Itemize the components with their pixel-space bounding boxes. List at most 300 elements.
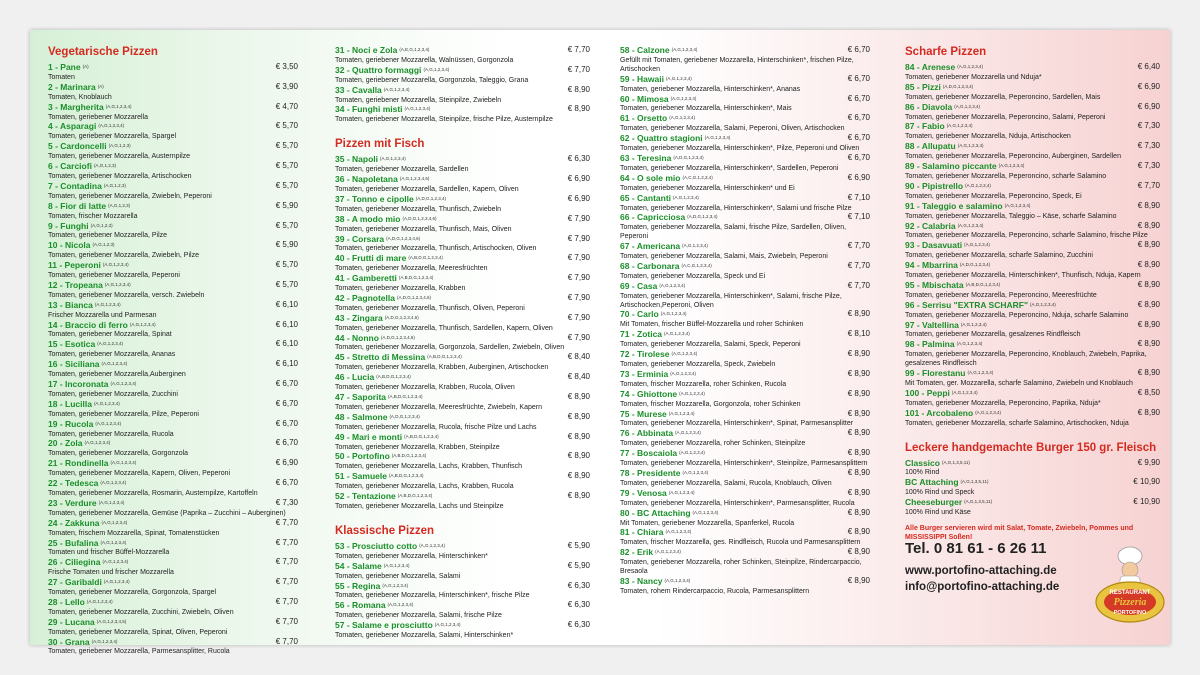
menu-item [335,601,590,621]
section-title: Klassische Pizzen [335,524,435,537]
item-name: 78 - Presidente [620,467,681,478]
item-description: Tomaten, geriebener Mozzarella, Lachs, Krabben, Rucola [335,483,514,491]
item-name: 32 - Quattro formaggi [335,64,422,75]
menu-item [620,310,870,330]
menu-item [48,162,298,182]
item-description: Tomaten, geriebener Mozzarella und Nduja* [905,73,1042,81]
item-price: € 8,90 [567,392,590,401]
item-description: Tomaten, geriebener Mozzarella, Thunfisch, Sardellen, Kapern, Oliven [335,324,553,332]
item-price: € 6,30 [567,620,590,630]
item-name: 9 - Funghi [48,220,89,231]
item-description: Tomaten, geriebener Mozzarella, Spargel [48,133,177,141]
item-price: € 7,70 [275,537,298,547]
allergen-codes: (A,G,1,2,3,4) [964,242,990,248]
item-name: 83 - Nancy [620,575,663,586]
item-name: 44 - Nonno [335,332,379,343]
item-name: 30 - Grana [48,636,90,647]
item-price: € 5,70 [275,141,298,151]
item-price: € 6,70 [847,73,870,83]
item-price: € 6,10 [275,299,298,309]
item-price: € 8,90 [1137,299,1160,309]
allergen-codes: (A,G,1,2,3) [108,143,131,149]
item-price: € 7,70 [275,577,298,587]
item-price: € 8,90 [847,527,870,537]
item-price: € 6,70 [847,133,870,143]
item-description: Tomaten, geriebener Mozzarella, Walnüssen, Gorgonzola [335,56,514,64]
menu-item [48,618,298,638]
menu-item [48,578,298,598]
allergen-codes: (A,B,D,G,1,2,3,4) [388,473,424,479]
menu-item [620,548,870,577]
item-name: 18 - Lucilla [48,398,92,409]
item-name: 57 - Salame e prosciutto [335,620,433,631]
menu-item [48,598,298,618]
item-price: € 5,70 [275,220,298,230]
item-name: 81 - Chiara [620,527,664,538]
item-price: € 3,90 [275,81,298,91]
item-description: Tomaten, geriebener Mozzarella, Steinpilze, Zwiebeln [335,96,502,104]
allergen-codes: (A,G,1,2,3,4) [1030,301,1056,307]
item-name: 1 - Pane [48,62,81,72]
email-link[interactable]: info@portofino-attaching.de [905,581,1060,593]
item-name: 77 - Boscaiola [620,448,678,459]
menu-item [48,420,298,440]
allergen-codes: (A,D,G,1,2,3,4) [415,195,446,201]
menu-item [905,321,1160,341]
allergen-codes: (A,G,1,2,3,4) [682,243,708,249]
item-description: Tomaten, geriebener Mozzarella, Gemüse (Paprika – Zucchini – Auberginen) [48,509,286,517]
item-price: € 7,70 [275,636,298,646]
allergen-codes: (A,G,1,2,3,4) [404,106,431,112]
item-name: Cheeseburger [905,497,963,508]
item-description: Tomaten, geriebener Mozzarella, Rosmarin, Austernpilze, Kartoffeln [48,489,258,497]
item-price: € 8,90 [567,471,590,481]
item-price: € 7,90 [567,332,590,342]
item-name: 31 - Noci e Zola [335,45,398,55]
item-name: 66 - Capricciosa [620,212,686,223]
menu-item [335,86,590,106]
item-description: Tomaten, geriebener Mozzarella, Hinterschinken*, Parmesansplitter, Rucola [620,499,855,507]
item-description: Tomaten, geriebener Mozzarella, Peperoncino, Salami, Peperoni [905,113,1106,121]
menu-item [48,261,298,281]
section-title: Leckere handgemachte Burger 150 gr. Fleisch [905,441,1157,454]
item-price: € 6,70 [275,379,298,388]
item-description: Tomaten, geriebener Mozzarella, Rucola, frische Pilze und Lachs [335,423,537,431]
item-description: Tomaten, geriebener Mozzarella, Peperoncino, scharfe Salamino [905,172,1107,180]
allergen-codes: (A,G,1,2,3) [108,202,131,208]
item-name: 96 - Serrisu "EXTRA SCHARF" [905,299,1028,310]
section-title: Scharfe Pizzen [905,46,987,58]
item-name: 54 - Salame [335,560,382,571]
allergen-codes: (A,G,1,2,3,4) [669,115,696,121]
item-price: € 4,70 [275,101,298,111]
item-name: 6 - Carciofi [48,161,92,172]
item-name: 46 - Lucia [335,372,375,383]
item-name: 47 - Saporita [335,392,387,402]
item-price: € 8,90 [847,349,870,359]
item-price: € 6,70 [275,418,298,428]
item-price: € 8,90 [1137,319,1160,329]
item-name: 73 - Erminia [620,368,669,379]
logo-mid-text: Pizzeria [1113,597,1147,608]
item-description: Tomaten, geriebener Mozzarella, scharfe Salamino, Artischocken, Nduja [905,419,1129,427]
allergen-codes: (A,G,1,2,3,4) [660,311,687,317]
menu-item [335,472,590,492]
item-name: 64 - O sole mio [620,172,681,183]
item-price: € 8,90 [567,411,590,421]
allergen-codes: (A,G,1,2,3,4) [110,381,137,386]
item-price: € 8,90 [847,467,870,477]
menu-item [48,499,298,519]
item-price: € 7,10 [847,192,870,202]
item-price: € 6,70 [275,398,298,408]
menu-item [335,353,590,373]
item-name: 82 - Erik [620,547,654,558]
item-name: 4 - Asparagi [48,121,97,132]
item-name: 36 - Napoletana [335,174,398,185]
menu-item [48,558,298,578]
item-description: Tomaten, geriebener Mozzarella,Auberginen [48,371,186,379]
allergen-codes: (A,B,D,G,1,2,3,4) [398,275,434,281]
burger-note: Alle Burger servieren wird mit Salat, Tomate, Zwiebeln, Pommes und MISSISSIPPI Soßen! [905,524,1134,541]
item-price: € 6,70 [275,478,298,488]
item-description: Tomaten, geriebener Mozzarella, Gorgonzola, Spargel [48,589,217,597]
item-name: 56 - Romana [335,600,386,611]
item-price: € 8,90 [567,491,590,501]
item-price: € 6,70 [847,93,870,103]
item-description: Tomaten, geriebener Mozzarella, Hinterschinken* und Ei [620,184,795,192]
allergen-codes: (A) [82,64,89,69]
allergen-codes: (A,G,1,2,3,4) [960,321,987,327]
allergen-codes: (A,G,1,2,3,4) [998,163,1025,169]
item-price: € 8,90 [847,368,870,378]
item-description: Tomaten, geriebener Mozzarella, roher Schinken, Steinpilze, Rindercarpaccio, Bresaola [620,559,862,576]
item-description: Tomaten, geriebener Mozzarella, Thunfisch, Zwiebeln [335,205,502,213]
allergen-codes: (A,G,1,2,3,4) [957,222,984,228]
item-name: 67 - Americana [620,241,681,252]
allergen-codes: (A,D,G,1,2,3,4) [687,214,718,220]
item-name: 51 - Samuele [335,471,387,482]
item-name: 11 - Peperoni [48,260,101,271]
allergen-codes: (A,G,1,2,3,4) [379,156,406,162]
item-name: 86 - Diavola [905,101,953,112]
menu-item [335,175,590,195]
item-price: € 8,90 [847,575,870,585]
item-price: € 6,90 [567,193,590,203]
item-description: Tomaten, geriebener Mozzarella, Peperoncino, Nduja, scharfe Salamino [905,311,1129,319]
item-price: € 6,90 [567,174,590,184]
item-name: 94 - Mbarrina [905,260,958,271]
item-description: Tomaten, geriebener Mozzarella, Gorgonzola, Sardellen, Zwiebeln, Oliven [335,344,565,352]
menu-item [335,582,590,602]
item-price: € 7,70 [275,596,298,606]
item-price: € 6,70 [847,113,870,123]
menu-item [48,638,298,658]
item-description: Tomaten, geriebener Mozzarella, Thunfisch, Oliven, Peperoni [335,304,525,312]
item-price: € 8,90 [847,487,870,497]
menu-item [48,519,298,539]
logo-bottom-text: PORTOFINO [1113,610,1147,616]
allergen-codes: (A,G,1,2,3,4) [387,602,414,608]
item-description: Mit Tomaten, geriebener Mozzarella, Spanferkel, Rucola [620,519,795,527]
menu-item [905,202,1160,222]
item-description: Tomaten, geriebener Mozzarella, Sardellen, Kapern, Oliven [335,185,519,193]
item-name: 97 - Valtellina [905,319,959,330]
item-description: Tomaten, frischer Mozzarella, roher Schinken, Rucola [620,380,787,388]
menu-item [620,134,870,154]
item-price: € 7,30 [1137,141,1160,151]
menu-item [905,281,1160,301]
website-link[interactable]: www.portofino-attaching.de [905,565,1057,577]
item-description: Tomaten, geriebener Mozzarella, Hinterschinken*, Salami und frische Pilze [620,204,852,212]
item-description: Tomaten, geriebener Mozzarella, Meeresfrüchten [335,265,488,273]
item-description: Tomaten, geriebener Mozzarella, Zucchini [48,390,178,398]
item-price: € 6,30 [567,600,590,610]
item-name: 72 - Tirolese [620,349,670,360]
column-3 [620,46,870,597]
item-description: Tomaten, geriebener Mozzarella, Lachs und Steinpilze [335,502,504,510]
menu-item [335,195,590,215]
item-name: 91 - Taleggio e salamino [905,200,1003,211]
item-name: 23 - Verdure [48,497,97,508]
item-price: € 8,90 [1137,260,1160,270]
menu-item [48,479,298,499]
allergen-codes: (A,G,1,2,3,4) [98,123,125,129]
allergen-codes: (A,G,1,2,3,4) [671,47,698,52]
item-description: Tomaten, geriebener Mozzarella, scharfe Salamino, Zucchini [905,252,1093,260]
allergen-codes: (A,G,1,2,3,4) [946,123,973,129]
item-name: 40 - Frutti di mare [335,253,407,264]
item-description: Tomaten, geriebener Mozzarella, Speck und Ei [620,272,766,280]
menu-item [335,215,590,235]
allergen-codes: (A,G,1,2,3,4) [967,370,994,376]
item-description: Frischer Mozzarella und Parmesan [48,311,157,319]
item-description: Tomaten, geriebener Mozzarella [48,113,148,121]
item-price: € 8,90 [1137,279,1160,289]
item-price: € 8,50 [1137,387,1160,397]
item-description: Tomaten, geriebener Mozzarella, Hinterschinken* [335,552,488,560]
allergen-codes: (A,G,1,2,3,4) [129,321,156,327]
allergen-codes: (A,D,G,1,2,3,4,6) [384,314,419,320]
item-name: 98 - Palmina [905,339,955,350]
item-name: 22 - Tedesca [48,478,99,489]
item-price: € 7,70 [275,517,298,527]
allergen-codes: (A,G,1,2,3,4) [95,420,122,426]
menu-item [335,542,590,562]
allergen-codes: (A,B,D,G,1,2,3,4) [408,255,443,261]
item-price: € 5,70 [275,121,298,131]
allergen-codes: (A,G,1,2,3,4) [679,450,705,456]
item-name: 89 - Salamino piccante [905,161,997,172]
allergen-codes: (A,G,1,2,3) [93,163,116,169]
item-description: 100% Rind [905,469,940,477]
item-name: 28 - Lello [48,596,85,607]
item-name: 52 - Tentazione [335,491,396,502]
allergen-codes: (A,D,G,1,2,3,4,6) [402,215,437,221]
allergen-codes: (A,C,G,1,2,3,4) [682,174,713,180]
allergen-codes: (A,B,D,G,1,2,3,4) [404,433,439,439]
menu-item [905,389,1160,409]
item-name: 3 - Margherita [48,101,104,112]
allergen-codes: (A,G,1,2,3,4) [100,480,127,486]
item-name: 41 - Gamberetti [335,273,397,284]
item-price: € 8,10 [847,329,870,339]
allergen-codes: (A,G,1,2,3,4) [957,64,984,69]
menu-item [905,222,1160,242]
item-name: 65 - Cantanti [620,192,672,203]
item-name: 69 - Casa [620,280,658,291]
item-description: Tomaten, geriebener Mozzarella, Spinat, Oliven, Peperoni [48,628,228,636]
item-description: Tomaten, geriebener Mozzarella, Pilze, Peperoni [48,410,199,418]
allergen-codes: (A,G,1,2,3,4) [110,460,137,466]
menu-item [335,105,590,125]
item-description: Tomaten, geriebener Mozzarella, Steinpilze, frische Pilze, Austernpilze [335,116,553,124]
menu-item [48,380,298,400]
menu-item [905,241,1160,261]
logo-top-text: RESTAURANT [1109,590,1151,596]
allergen-codes: (A,G,1,2,3,4,6) [399,176,430,182]
item-description: Gefüllt mit Tomaten, geriebener Mozzarella, Hinterschinken*, frischen Pilze, Artischocken [620,56,854,73]
allergen-codes: (A,G,1,2,3,4) [86,598,113,604]
item-name: 99 - Florestanu [905,368,966,379]
menu-item [620,114,870,134]
item-price: € 8,90 [847,507,870,517]
menu-item [48,222,298,242]
item-description: Tomaten, geriebener Mozzarella, Salami, Hinterschinken* [335,632,514,640]
item-price: € 6,90 [1137,81,1160,91]
item-name: 42 - Pagnotella [335,292,395,303]
item-price: € 7,70 [567,45,590,54]
menu-item [335,254,590,274]
item-name: 2 - Marinara [48,81,96,92]
menu-item [905,122,1160,142]
item-price: € 5,90 [275,200,298,210]
allergen-codes: (A,G,1,2,3,4) [951,389,978,395]
allergen-codes: (A,G,1,2,3,4) [1004,202,1031,208]
allergen-codes: (A,G,1,2,3,4) [383,86,410,92]
item-description: Tomaten, geriebener Mozzarella, Peperoncino, Auberginen, Sardellen [905,153,1121,161]
item-price: € 7,90 [567,312,590,322]
item-description: Tomaten, geriebener Mozzarella, Hinterschinken*, Spinat, Parmesansplitter [620,420,854,428]
item-price: € 8,90 [847,408,870,418]
menu-item [905,478,1160,498]
allergen-codes: (A,G,1,2,3,4) [668,489,695,495]
item-name: BC Attaching [905,477,959,488]
allergen-codes: (A,G,1,2,3,4) [434,622,461,628]
item-name: 20 - Zola [48,438,83,449]
item-price: € 7,30 [1137,161,1160,171]
menu-item [905,369,1160,389]
column-4 [905,46,1160,542]
item-description: Tomaten, geriebener Mozzarella, Hinterschinken*, Mais [620,105,792,113]
item-description: Tomaten, Knoblauch [48,93,112,101]
item-name: 19 - Rucola [48,418,94,429]
item-price: € 7,70 [847,280,870,290]
menu-item [620,95,870,115]
allergen-codes: (A,G,1,2,3,4) [679,390,705,396]
menu-item [620,75,870,95]
item-description: Tomaten, frischem Mozzarella, Spinat, Tomatenstücken [48,529,220,537]
item-description: Tomaten, geriebener Mozzarella, Krabben, Rucola, Oliven [335,384,515,392]
allergen-codes: (A,G,1,2,3,4) [101,361,128,367]
item-description: Tomaten, frischer Mozzarella [48,212,138,220]
item-price: € 6,10 [275,339,298,349]
item-name: 95 - Mbischata [905,279,964,290]
allergen-codes: (A,G,1,3,5,11) [960,479,989,485]
item-description: Tomaten, geriebener Mozzarella, Rucola [48,430,174,438]
allergen-codes: (A,G,1,2,3,4) [423,66,450,72]
item-description: Tomaten, geriebener Mozzarella, Lachs, Krabben, Thunfisch [335,463,523,471]
item-name: 38 - A modo mio [335,213,401,224]
allergen-codes: (A,G,1,2,3,4) [665,75,692,81]
menu-item [620,154,870,174]
item-price: € 7,30 [1137,121,1160,131]
menu-item [48,400,298,420]
item-price: € 8,90 [847,448,870,458]
menu-item [335,314,590,334]
item-name: 88 - Allupatu [905,141,956,152]
item-price: € 6,70 [847,45,870,54]
item-name: 21 - Rondinella [48,458,109,469]
item-name: 92 - Calabria [905,220,956,231]
menu-item [620,489,870,509]
menu-item [905,142,1160,162]
menu-item [335,621,590,641]
menu-item [335,373,590,393]
allergen-codes: (A,G,1,2,3,4) [104,281,131,287]
allergen-codes: (A,G,1,2,3,4) [957,143,984,149]
menu-item [620,449,870,469]
contact-block [905,540,1059,595]
menu-item [905,301,1160,321]
section-title: Pizzen mit Fisch [335,138,425,151]
item-price: € 7,70 [847,241,870,251]
allergen-codes: (A,B,D,G,1,2,3,4) [388,394,423,399]
item-price: € 8,90 [567,104,590,114]
item-price: € 5,90 [567,560,590,570]
menu-item [620,262,870,282]
item-price: € 8,90 [1137,220,1160,230]
menu-item [48,63,298,83]
item-price: € 6,90 [275,458,298,468]
allergen-codes: (A,B,D,G,1,2,3,4) [397,493,433,499]
menu-item [335,413,590,433]
allergen-codes: (A,G,1,2,3,4) [665,529,692,535]
menu-item [620,282,870,311]
item-description: Tomaten, geriebener Mozzarella, Peperoncino, Speck, Ei [905,192,1082,200]
item-price: € 8,90 [1137,407,1160,417]
item-price: € 6,30 [567,154,590,164]
allergen-codes: (A,G,1,2,3,4) [673,194,699,200]
menu-item [905,162,1160,182]
allergen-codes: (A,G,1,2,3,4) [94,301,121,307]
item-price: € 5,90 [275,240,298,250]
menu-item [335,452,590,472]
item-name: 80 - BC Attaching [620,507,691,518]
item-name: 5 - Cardoncelli [48,141,107,152]
item-name: 71 - Zotica [620,329,663,340]
allergen-codes: (A,G,1,2,3,4) [671,351,698,357]
allergen-codes: (A,G,1,2,3) [103,182,126,188]
item-description: Tomaten, geriebener Mozzarella, Taleggio – Käse, scharfe Salamino [905,212,1117,220]
allergen-codes: (A,D,G,1,2,3,4) [673,154,704,160]
item-description: Tomaten, geriebener Mozzarella, Pilze [48,232,168,240]
allergen-codes: (A,B,D,G,1,2,3,4) [427,354,462,360]
item-description: Tomaten, geriebener Mozzarella, Sardellen [335,166,469,174]
menu-item [620,429,870,449]
menu-item [620,194,870,214]
allergen-codes: (A,G,1,3,5,11) [941,459,970,465]
